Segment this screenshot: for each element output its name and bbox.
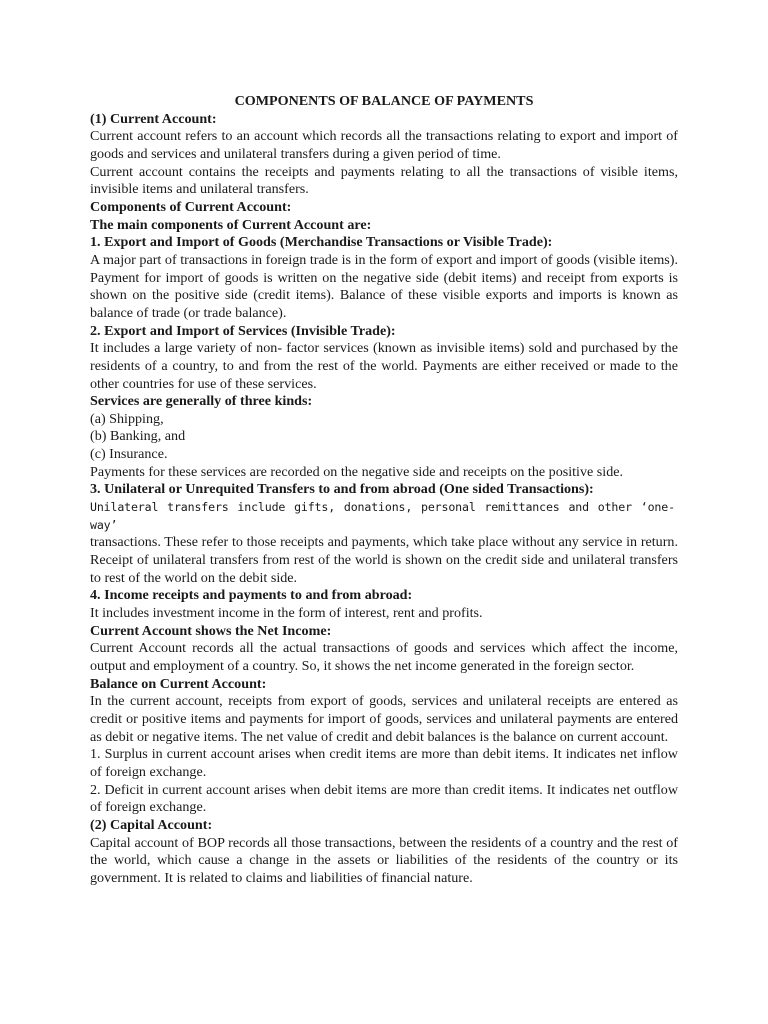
net-income-heading: Current Account shows the Net Income: [90, 622, 332, 639]
balance-heading: Balance on Current Account: [90, 675, 267, 692]
list-item: (a) Shipping, [90, 410, 164, 427]
services-payments-paragraph: Payments for these services are recorded on the negative side and receipts on the positive side. [90, 463, 624, 480]
current-account-definition: Current account refers to an account which records all the transactions relating to export and import of goods and services and unilateral transfers during a given period of time. [90, 128, 678, 162]
services-heading: 2. Export and Import of Services (Invisible Trade): [90, 322, 396, 339]
services-paragraph: It includes a large variety of non- factor services (known as invisible items) sold and purchased by the residents of a country, to and from the rest of the world. Payments are either received or made to the other countries for use of these services. [90, 340, 678, 392]
goods-heading: 1. Export and Import of Goods (Merchandise Transactions or Visible Trade): [90, 234, 553, 251]
current-account-heading: (1) Current Account: [90, 110, 217, 127]
current-account-contains: Current account contains the receipts and payments relating to all the transactions of visible items, invisible items and unilateral transfers. [90, 163, 678, 198]
list-item: (c) Insurance. [90, 446, 168, 463]
surplus-paragraph: 1. Surplus in current account arises when credit items are more than debit items. It indicates net inflow of foreign exchange. [90, 746, 678, 780]
balance-paragraph: In the current account, receipts from export of goods, services and unilateral receipts are entered as credit or positive items and payments for import of goods, services and unilateral payments are entered as debit or negative items. The net value of credit and debit balances is the balance on current account. [90, 693, 678, 745]
unilateral-first-line: Unilateral transfers include gifts, donations, personal remittances and other ‘one-way’ [90, 500, 675, 532]
capital-account-heading: (2) Capital Account: [90, 816, 213, 833]
components-heading: Components of Current Account: [90, 198, 292, 215]
document-page [90, 93, 678, 888]
income-heading: 4. Income receipts and payments to and from abroad: [90, 587, 413, 604]
services-kinds-heading: Services are generally of three kinds: [90, 393, 313, 410]
unilateral-paragraph: transactions. These refer to those receipts and payments, which take place without any service in return. Receipt of unilateral transfers from rest of the world is shown on the credit side and unilateral transfers to rest of the world on the debit side. [90, 534, 678, 586]
net-income-paragraph: Current Account records all the actual transactions of goods and services which affect the income, output and employment of a country. So, it shows the net income generated in the foreign sector. [90, 640, 678, 674]
goods-paragraph: A major part of transactions in foreign trade is in the form of export and import of goods (visible items). Payment for import of goods is written on the negative side (debit items) and receipt from exports is shown on the positive side (credit items). Balance of these visible exports and imports is known as balance of trade (or trade balance). [90, 251, 678, 321]
main-components-heading: The main components of Current Account are: [90, 216, 372, 233]
document-title: COMPONENTS OF BALANCE OF PAYMENTS [234, 93, 534, 109]
deficit-paragraph: 2. Deficit in current account arises when debit items are more than credit items. It indicates net outflow of foreign exchange. [90, 781, 678, 816]
income-paragraph: It includes investment income in the form of interest, rent and profits. [90, 605, 483, 622]
unilateral-heading: 3. Unilateral or Unrequited Transfers to and from abroad (One sided Transactions): [90, 481, 594, 498]
capital-account-paragraph: Capital account of BOP records all those transactions, between the residents of a country and the rest of the world, which cause a change in the assets or liabilities of the residents of the country or its government. It is related to claims and liabilities of financial nature. [90, 834, 678, 886]
list-item: (b) Banking, and [90, 428, 186, 445]
